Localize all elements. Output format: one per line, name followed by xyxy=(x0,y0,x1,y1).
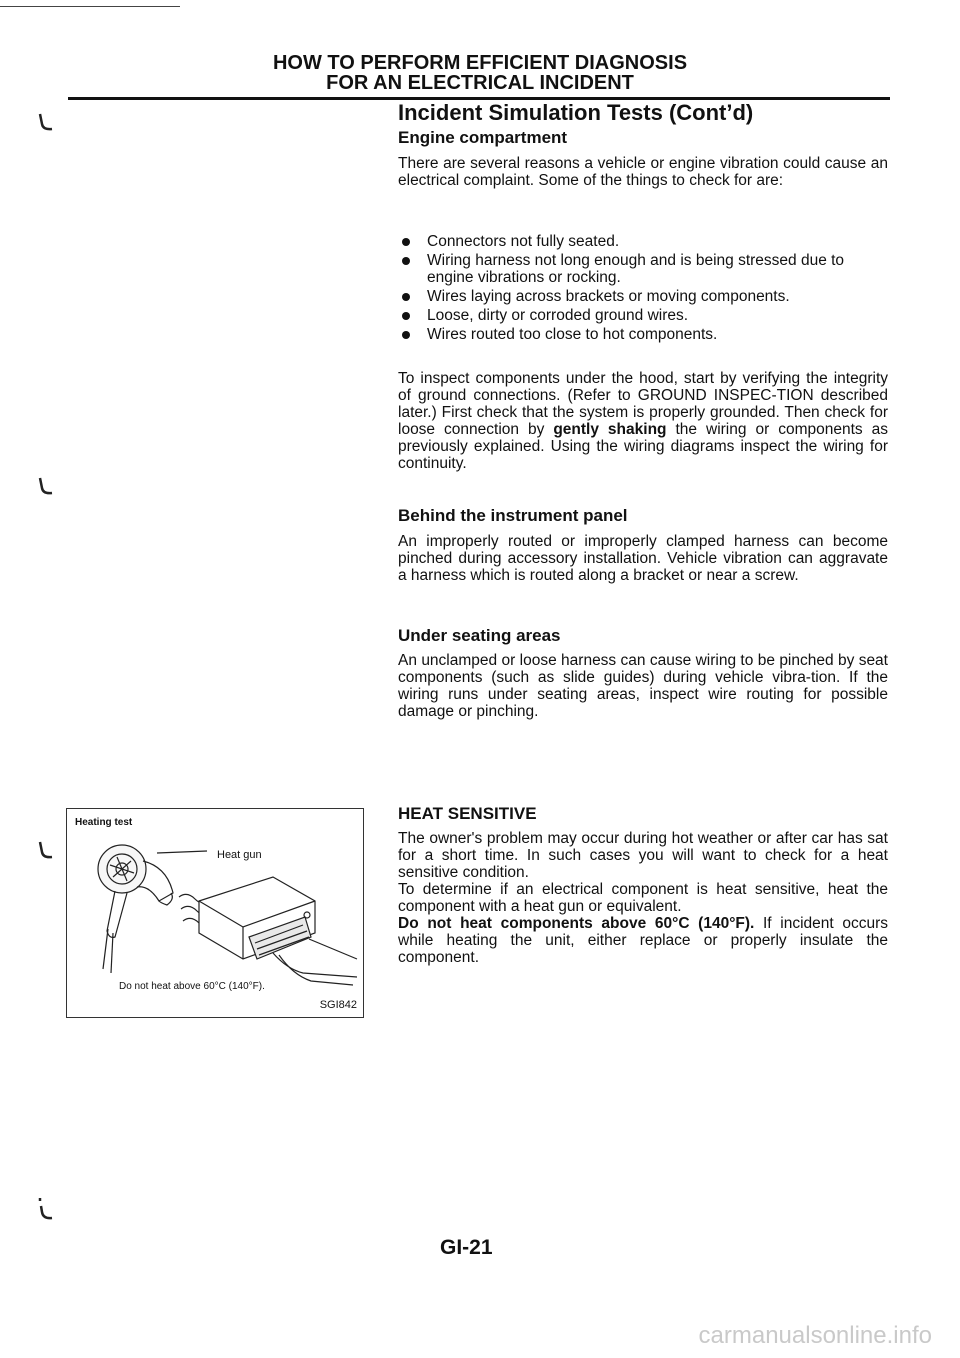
inspection-paragraph xyxy=(398,370,888,472)
list-item: Wires routed too close to hot components. xyxy=(398,326,890,343)
list-item: Connectors not fully seated. xyxy=(398,233,890,250)
instrument-panel-heading: Behind the instrument panel xyxy=(398,506,628,525)
list-item: Wires laying across brackets or moving components. xyxy=(398,288,890,305)
page-header-line-2: FOR AN ELECTRICAL INCIDENT xyxy=(326,72,634,94)
seating-areas-heading: Under seating areas xyxy=(398,626,561,645)
heat-warning-rest: If incident occurs while heating the unit, either replace or properly insulate the component. xyxy=(398,915,889,966)
figure-caption: Do not heat above 60°C (140°F). xyxy=(119,981,265,992)
list-item: Loose, dirty or corroded ground wires. xyxy=(398,307,890,324)
heat-sensitive-text xyxy=(398,830,888,966)
engine-compartment-intro: There are several reasons a vehicle or engine vibration could cause an electrical complaint. Some of the things to check for are: xyxy=(398,155,888,189)
binder-hook-icon xyxy=(36,840,58,864)
seating-areas-text: An unclamped or loose harness can cause wiring to be pinched by seat components (such as slide guides) during vehicle vibra-tion. If the wiring runs under seating areas, inspect wire routing for possible damage or pinching. xyxy=(398,652,888,720)
heating-test-figure xyxy=(66,808,364,1018)
heat-sensitive-heading: HEAT SENSITIVE xyxy=(398,804,537,823)
heat-warning-bold: Do not heat components above 60°C (140°F). xyxy=(398,915,755,932)
inspection-text-end: the wiring or components as previously explained. Using the wiring diagrams inspect the wiring for continuity. xyxy=(398,421,888,472)
inspection-text: To inspect components under the hood, start by verifying the integrity of ground connections. (Refer to GROUND INSPEC-TION described later.) First check that the system is properly grounded. Then check for loose connection by xyxy=(398,370,888,438)
list-item: Wiring harness not long enough and is being stressed due to engine vibrations or rocking. xyxy=(398,252,890,286)
figure-title: Heating test xyxy=(75,817,133,828)
figure-code: SGI842 xyxy=(319,999,357,1011)
heat-warning xyxy=(398,915,888,966)
watermark: carmanualsonline.info xyxy=(698,1322,932,1349)
engine-compartment-heading: Engine compartment xyxy=(398,128,568,147)
binder-hook-icon xyxy=(36,1198,58,1222)
check-list xyxy=(398,233,890,345)
page-number: GI-21 xyxy=(440,1236,493,1259)
binder-hook-icon xyxy=(36,112,58,136)
inspection-emphasis: gently shaking xyxy=(553,421,667,438)
heat-gun-label: Heat gun xyxy=(217,849,262,861)
binder-hook-icon xyxy=(36,476,58,500)
heat-sensitive-text-2: To determine if an electrical component is heat sensitive, heat the component with a heat gun or equivalent. xyxy=(398,881,888,915)
section-title: Incident Simulation Tests (Cont’d) xyxy=(398,100,754,125)
page-header-line-1: HOW TO PERFORM EFFICIENT DIAGNOSIS xyxy=(272,52,688,74)
top-edge-rule xyxy=(0,6,180,7)
instrument-panel-text: An improperly routed or improperly clamped harness can become pinched during accessory installation. Vehicle vibration can aggravate a harness which is routed along a bracket or near a screw. xyxy=(398,533,888,584)
heat-sensitive-text-1: The owner's problem may occur during hot weather or after car has sat for a short time. In such cases you will want to check for a heat sensitive condition. xyxy=(398,830,888,881)
